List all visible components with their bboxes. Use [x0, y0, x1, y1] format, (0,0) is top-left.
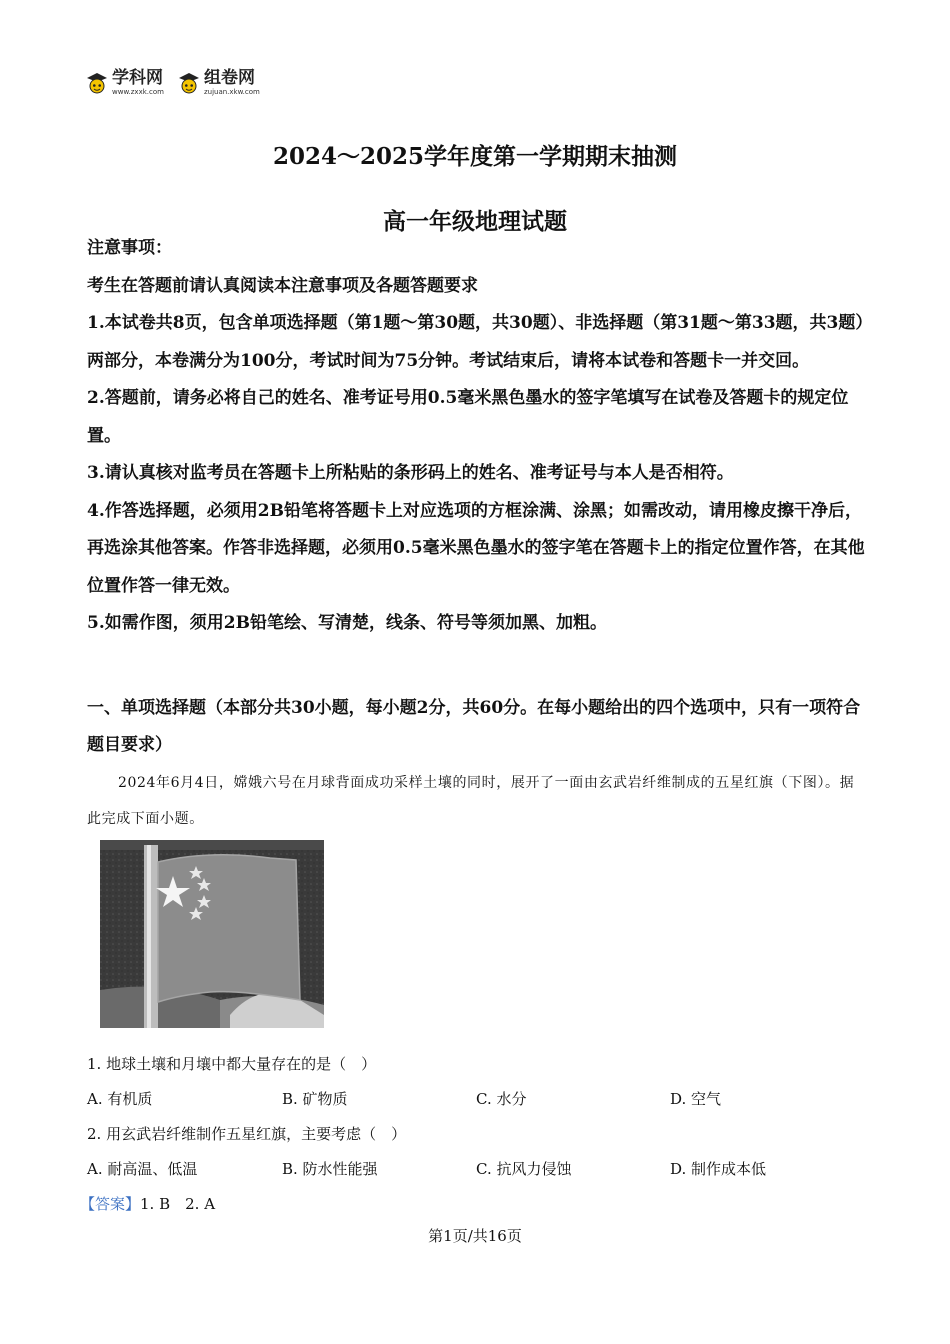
- page-title: 2024～2025学年度第一学期期末抽测: [272, 143, 678, 170]
- option-b: B. 防水性能强: [282, 1160, 378, 1178]
- logo-url: www.zxxk.com: [112, 88, 164, 96]
- option-c: C. 水分: [476, 1090, 527, 1108]
- graduation-cap-logo-icon: [178, 72, 200, 94]
- option-a: A. 有机质: [87, 1090, 153, 1108]
- question-1-stem: 1. 地球土壤和月壤中都大量存在的是（ ）: [87, 1055, 377, 1073]
- answer-text: 1. B 2. A: [140, 1195, 216, 1213]
- logo-zujuan: [178, 70, 260, 96]
- answer-line: [80, 1193, 215, 1214]
- option-d: D. 制作成本低: [670, 1160, 767, 1178]
- graduation-cap-logo-icon: [86, 72, 108, 94]
- logo-url: zujuan.xkw.com: [203, 88, 260, 96]
- question-passage: 2024年6月4日，嫦娥六号在月球背面成功采样土壤的同时，展开了一面由玄武岩纤维制成的五星红旗（下图）。据此完成下面小题。: [87, 775, 855, 827]
- page-subtitle: 高一年级地理试题: [383, 208, 567, 235]
- notes-section: [87, 230, 867, 643]
- notes-item: 3.请认真核对监考员在答题卡上所粘贴的条形码上的姓名、准考证号与本人是否相符。: [87, 463, 734, 483]
- answer-tag: 【答案】: [80, 1195, 141, 1213]
- logo-name: 学科网: [112, 68, 163, 88]
- logo-name: 组卷网: [203, 68, 255, 88]
- page-number: 第1页/共16页: [428, 1227, 522, 1245]
- option-b: B. 矿物质: [282, 1090, 348, 1108]
- flag-photo: [100, 840, 324, 1028]
- notes-item: 4.作答选择题，必须用2B铅笔将答题卡上对应选项的方框涂满、涂黑；如需改动，请用橡皮擦干净后，再选涂其他答案。作答非选择题，必须用0.5毫米黑色墨水的签字笔在答题卡上的指定位置作答，在其他位置作答一律无效。: [87, 500, 865, 596]
- notes-item: 1.本试卷共8页，包含单项选择题（第1题～第30题，共30题）、非选择题（第31题～第33题，共3题）两部分，本卷满分为100分，考试时间为75分钟。考试结束后，请将本试卷和答题卡一并交回。: [87, 313, 864, 371]
- notes-item: 2.答题前，请务必将自己的姓名、准考证号用0.5毫米黑色墨水的签字笔填写在试卷及答题卡的规定位置。: [87, 388, 849, 446]
- option-a: A. 耐高温、低温: [87, 1160, 198, 1178]
- notes-item: 5.如需作图，须用2B铅笔绘、写清楚，线条、符号等须加黑、加粗。: [87, 613, 607, 633]
- option-d: D. 空气: [670, 1090, 722, 1108]
- section-heading: 一、单项选择题（本部分共30小题，每小题2分，共60分。在每小题给出的四个选项中，只有一项符合题目要求）: [87, 698, 861, 755]
- header-logos: [86, 70, 260, 96]
- logo-xueke: [86, 70, 164, 96]
- option-c: C. 抗风力侵蚀: [476, 1160, 572, 1178]
- notes-intro: 考生在答题前请认真阅读本注意事项及各题答题要求: [87, 275, 478, 296]
- question-2-stem: 2. 用玄武岩纤维制作五星红旗，主要考虑（ ）: [87, 1125, 407, 1143]
- notes-heading: 注意事项：: [87, 238, 172, 258]
